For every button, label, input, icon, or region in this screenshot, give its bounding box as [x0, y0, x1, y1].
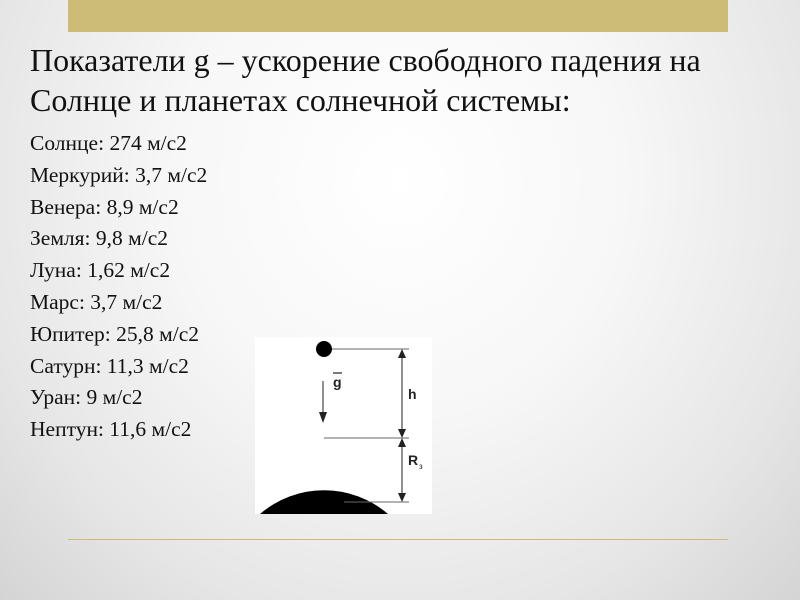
bottom-divider: [68, 539, 728, 540]
title-line-2: Солнце и планетах солнечной системы:: [30, 82, 571, 118]
g-vector-arrowhead: [319, 412, 327, 423]
r-subscript-label: з: [419, 462, 423, 471]
list-item-neptune: Нептун: 11,6 м/с2: [30, 417, 192, 442]
list-item-sun: Солнце: 274 м/с2: [30, 131, 187, 155]
list-item-saturn: Сатурн: 11,3 м/с2: [30, 353, 189, 378]
list-item-mars: Марс: 3,7 м/с2: [30, 289, 163, 314]
free-fall-diagram: [255, 337, 432, 514]
h-label: h: [408, 386, 417, 402]
r-arrow-bottom: [398, 493, 406, 502]
gravity-values-list: [30, 128, 207, 446]
top-accent-band: [68, 0, 728, 32]
r-arrow-top: [398, 438, 406, 447]
list-item-venus: Венера: 8,9 м/с2: [30, 194, 179, 219]
r-label: R: [408, 452, 419, 468]
list-item-uranus: Уран: 9 м/с2: [30, 385, 143, 410]
g-label: g: [333, 374, 342, 390]
list-item-earth: Земля: 9,8 м/с2: [30, 226, 169, 251]
title-line-1: Показатели g – ускорение свободного падения на: [30, 42, 701, 78]
list-item-mercury: Меркурий: 3,7 м/с2: [30, 162, 208, 187]
list-item-jupiter: Юпитер: 25,8 м/с2: [30, 321, 200, 346]
h-arrow-bottom: [398, 429, 406, 438]
slide-title: [30, 40, 790, 120]
list-item-moon: Луна: 1,62 м/с2: [30, 258, 171, 283]
falling-body: [316, 341, 332, 357]
h-arrow-top: [398, 349, 406, 358]
free-fall-diagram-svg: [255, 337, 432, 514]
